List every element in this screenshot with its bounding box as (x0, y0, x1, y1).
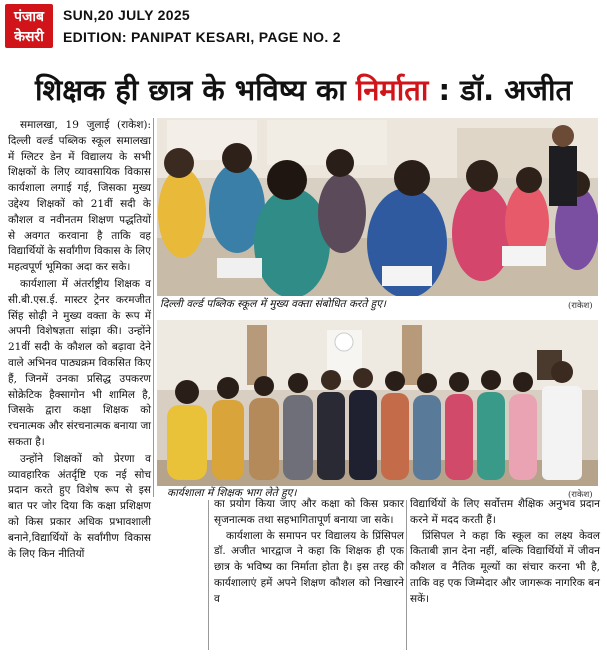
headline-highlight: निर्माता (355, 73, 429, 107)
punjab-kesari-logo (5, 4, 53, 48)
edition-info: EDITION: PANIPAT KESARI, PAGE NO. 2 (63, 29, 341, 45)
column-divider (208, 500, 209, 650)
article-column-1 (8, 118, 151, 562)
article-paragraph: कार्यशाला में अंतर्राष्ट्रीय शिक्षक व सी.बी.एस.ई. मास्टर ट्रेनर करमजीत सिंह सोढ़ी ने मुख्य वक्ता के रूप में अपनी विशेषज्ञता सांझा की। उन्होंने 21वीं सदी के कौशल को बढ़ावा देने वाले अभिनव पाठ्यक्रम विकसित किए हैं, जिनमें उनका प्रसिद्ध उपकरण सोक्रेटिक हैक्सागोन भी शामिल है, जिसके द्वारा कक्षा शिक्षक को रचनात्मक और संरचनात्मक बनाया जा सकता है। (8, 277, 151, 448)
headline-part-1: शिक्षक ही छात्र के भविष्य का (35, 73, 356, 107)
article-paragraph: का प्रयोग किया जाए और कक्षा को किस प्रकार सृजनात्मक तथा सहभागितापूर्ण बनाया जा सके। (214, 498, 404, 526)
article-paragraph: विद्यार्थियों के लिए सर्वोत्तम शैक्षिक अनुभव प्रदान करने में मदद करती हैं। (410, 498, 600, 526)
article-column-2 (214, 497, 404, 608)
photo-1-credit: (राकेश) (568, 301, 593, 311)
photo-2-caption: कार्यशाला में शिक्षक भाग लेते हुए। (167, 487, 297, 499)
photo-2-illustration (157, 320, 598, 486)
edition-date: SUN,20 JULY 2025 (63, 7, 190, 23)
headline-part-2: : डॉ. अजीत (428, 73, 572, 107)
article-column-3 (410, 497, 600, 608)
column-divider (153, 118, 154, 497)
column-divider (406, 500, 407, 650)
article-paragraph: कार्यशाला के समापन पर विद्यालय के प्रिंसिपल डॉ. अजीत भारद्वाज ने कहा कि शिक्षक ही एक छात्र के भविष्य का निर्माता होता है। इस तरह की कार्यशालाएं हमें अपने शिक्षण कौशल को निखारने व (214, 529, 404, 605)
article-paragraph: उन्होंने शिक्षकों को प्रेरणा व व्यावहारिक अंतर्दृष्टि एक नई सोच प्रदान करते हुए विशेष रूप से इस बात पर जोर दिया कि कक्षा प्रशिक्षण को किस प्रकार अधिक प्रभावशाली बनाने,विद्यार्थियों के सर्वांगीण विकास के लिए किन नीतियों (8, 452, 151, 560)
logo-line-2: केसरी (14, 29, 44, 45)
article-paragraph: प्रिंसिपल ने कहा कि स्कूल का लक्ष्य केवल किताबी ज्ञान देना नहीं, बल्कि विद्यार्थियों में जीवन कौशल व नैतिक मूल्यों का संचार करना भी है, ताकि वह एक जिम्मेदार और जागरूक नागरिक बन सकें। (410, 529, 600, 605)
page-header (0, 0, 607, 52)
photo-2-credit: (राकेश) (568, 490, 593, 500)
speaker-standing (549, 125, 577, 206)
article-headline (0, 68, 607, 112)
logo-line-1: पंजाब (14, 9, 44, 25)
photo-speaker-addressing (157, 118, 598, 296)
photo-1-illustration (157, 118, 598, 296)
article-paragraph: समालखा, 19 जुलाई (राकेश): दिल्ली वर्ल्ड पब्लिक स्कूल समालखा में ग्लिटर डेन में विद्यालय के सभी शिक्षकों के लिए व्यावसायिक विकास कार्यशाला लगाई गई, जिसका मुख्य उद्देश्य शिक्षकों को 21वीं सदी के कौशल व नवीनतम शिक्षण पद्धतियों से अवगत करवाना है ताकि वह विद्यार्थियों के सर्वांगीण विकास के लिए महत्वपूर्ण भूमिका अदा कर सके। (8, 119, 151, 274)
photo-1-caption: दिल्ली वर्ल्ड पब्लिक स्कूल में मुख्य वक्ता संबोधित करते हुए। (160, 298, 387, 310)
photo-teachers-group (157, 320, 598, 486)
